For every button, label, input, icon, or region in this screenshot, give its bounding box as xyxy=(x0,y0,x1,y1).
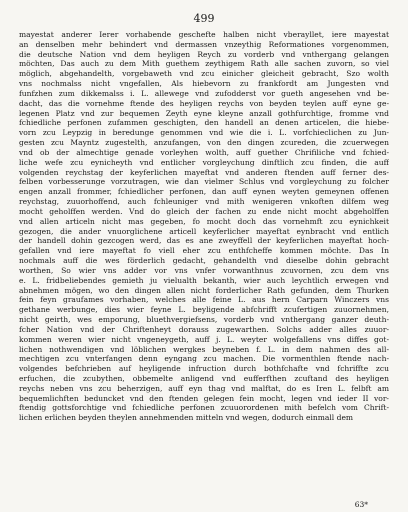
text-line: gethane werbunge, dies wier feyne L. beyligende abfchrifft zcufertigen zuuornehmen, xyxy=(19,305,389,315)
text-line: funfzhen zum dikkemalss i. L. allewege vnd zufodderst vor gueth angesehen vnd be- xyxy=(19,88,389,98)
text-line: volgendes befchrieben auf heyligende infruction durch bothfchafte vnd fchriffte zcu xyxy=(19,364,389,374)
text-line: gefallen vnd iere mayeftat fo viell eher zcu enthfcheffe kommen möchte. Das In xyxy=(19,246,389,256)
text-line: ftendig gottsforchtige vnd fchiedliche perfonen zcuuorordenen mith befelch vom Chrift- xyxy=(19,403,389,413)
text-line: fein feyn graufames vorhaben, welches alle feine L. aus hern Carparn Winczers vns xyxy=(19,295,389,305)
text-line: lichen erlichen beyden theylen annehmenden mitteln vnd wegen, dodurch einmall dem xyxy=(19,413,354,423)
text-line: lichen nothwendigen vnd löblichen wergkes beyneben f. L. in dem nahmen des all- xyxy=(19,344,389,354)
text-line: möchten, Das auch zu dem Mith guethem zeythigem Rath alle sachen zuvorn, so viel xyxy=(19,59,389,69)
text-line: gesten zcu Mayntz zugestelth, anzufangen, von den dingen zcureden, die zcuerwegen xyxy=(19,138,389,148)
text-line: volgenden reychstag der keyferlichen mayeftat vnd anderen ftenden auff ferner des- xyxy=(19,167,389,177)
text-line: felben vorbesserunge vorzutragen, wie dan vielmer Schlus vnd vorgleychung zu folcher xyxy=(19,177,389,187)
text-line: worthen, So wier vns adder vor vns vnfer vorwanthnus zcuvornen, zcu dem vns xyxy=(19,265,389,275)
text-body xyxy=(19,30,389,423)
text-line: dacht, das die vornehme ftende des heyligen reychs von beyden teylen auff eyne ge- xyxy=(19,98,389,108)
text-line: abnehmen mögen, wo den dingen allen nicht forderlicher Rath gefunden, dem Thurken xyxy=(19,285,389,295)
text-line: die deutsche Nation vnd dem heyligen Reych zu vorderb vnd vnthergang gelangen xyxy=(19,49,389,59)
text-line: liche wefe zcu eynicheyth vnd entlicher vorgleychung dinftlich zcu finden, die auff xyxy=(19,157,389,167)
text-line: reychs neben vns zcu beherzigen, auff eyn thag vnd malftat, do es Iren L. felbft am xyxy=(19,383,389,393)
text-line: vorn zcu Leypzig in beredunge genommen vnd wie die i. L. vorfchieclichen zu Jun- xyxy=(19,128,389,138)
text-line: der handell dohin gezcogen werd, das es ane zweyffell der keyferlichen mayeftat hoch- xyxy=(19,236,389,246)
text-line: bequemlichften beduncket vnd den ftenden gelegen fein mocht, legen vnd ieder II vor- xyxy=(19,393,389,403)
text-line: an denselben mehr behindert vnd dermassen vnzeythig Reformationes vorgenommen, xyxy=(19,39,389,49)
page-number: 499 xyxy=(193,12,215,25)
text-line: reychstag, zuuorhoffend, auch fchleuniger vnd mith wenigeren vnkoften dilfem weg xyxy=(19,197,389,207)
text-line: vnd ob der almechtige genade vorleyhen wolth, auff guether Chrifiliche vnd fchied- xyxy=(19,147,389,157)
text-line: mocht geholffen werden. Vnd do gleich der fachen zu ende nicht mocht abgeholffen xyxy=(19,206,389,216)
text-line: nochmals auff die wes förderlich gedacht, gehandelth vnd dieselbe dohin gebracht xyxy=(19,256,389,266)
text-line: engen anzall frommer, fchiedlicher perfonen, dan auff eynen weyten gemeynen offenen xyxy=(19,187,389,197)
text-line: möglich, abgehandelth, vorgebaweth vnd zcu einicher gleicheit gebracht, Szo wolth xyxy=(19,69,389,79)
text-line: vns nochmalss nicht vngefallen, Als hiebevorn zu frankfordt am Jungesten vnd xyxy=(19,79,389,89)
text-line: legenen Platz vnd zur bequemen Zeyth eyne kleyne anzall gothfurchtige, fromme vnd xyxy=(19,108,389,118)
text-line: kommen weren wier nicht vngeneygeth, auff j. L. weyter wolgefallens vns diffes got- xyxy=(19,334,389,344)
text-line: nicht geirth, wes emporung, bluethvergiefsens, vorderb vnd vnthergang ganzer deuth- xyxy=(19,315,389,325)
text-line: e. L. fridbeliebendes gemieth ju vielualth bekanth, wier auch leychtlich erwegen vnd xyxy=(19,275,389,285)
text-line: vnd allen articeln nicht mas gegeben, fo mocht doch das vornehmft zcu eynichkeit xyxy=(19,216,389,226)
text-line: mayestat anderer Ierer vorhabende geschefte halben nicht vberayllet, iere mayestat xyxy=(19,30,389,39)
signature-mark: 63* xyxy=(354,500,368,509)
text-line: fcher Nation vnd der Chriftenheyt dorauss zugewarthen. Solchs adder alles zuuor- xyxy=(19,324,389,334)
text-line: erfuchen, die zcubythen, obbemelte anligend vnd eufferfthen zcuftand des heyligen xyxy=(19,373,389,383)
text-line: mechtigen zcu vnterfangen denn eyngang zcu machen. Die vormenthlen ftende nach- xyxy=(19,354,389,364)
text-line: fchiedliche perfonen zufammen geschigten, den handell an denen articelen, die hiebe- xyxy=(19,118,389,128)
text-line: gezogen, die ander vnuorglichene articell keyferlicher mayeftat eynbracht vnd entlich xyxy=(19,226,389,236)
